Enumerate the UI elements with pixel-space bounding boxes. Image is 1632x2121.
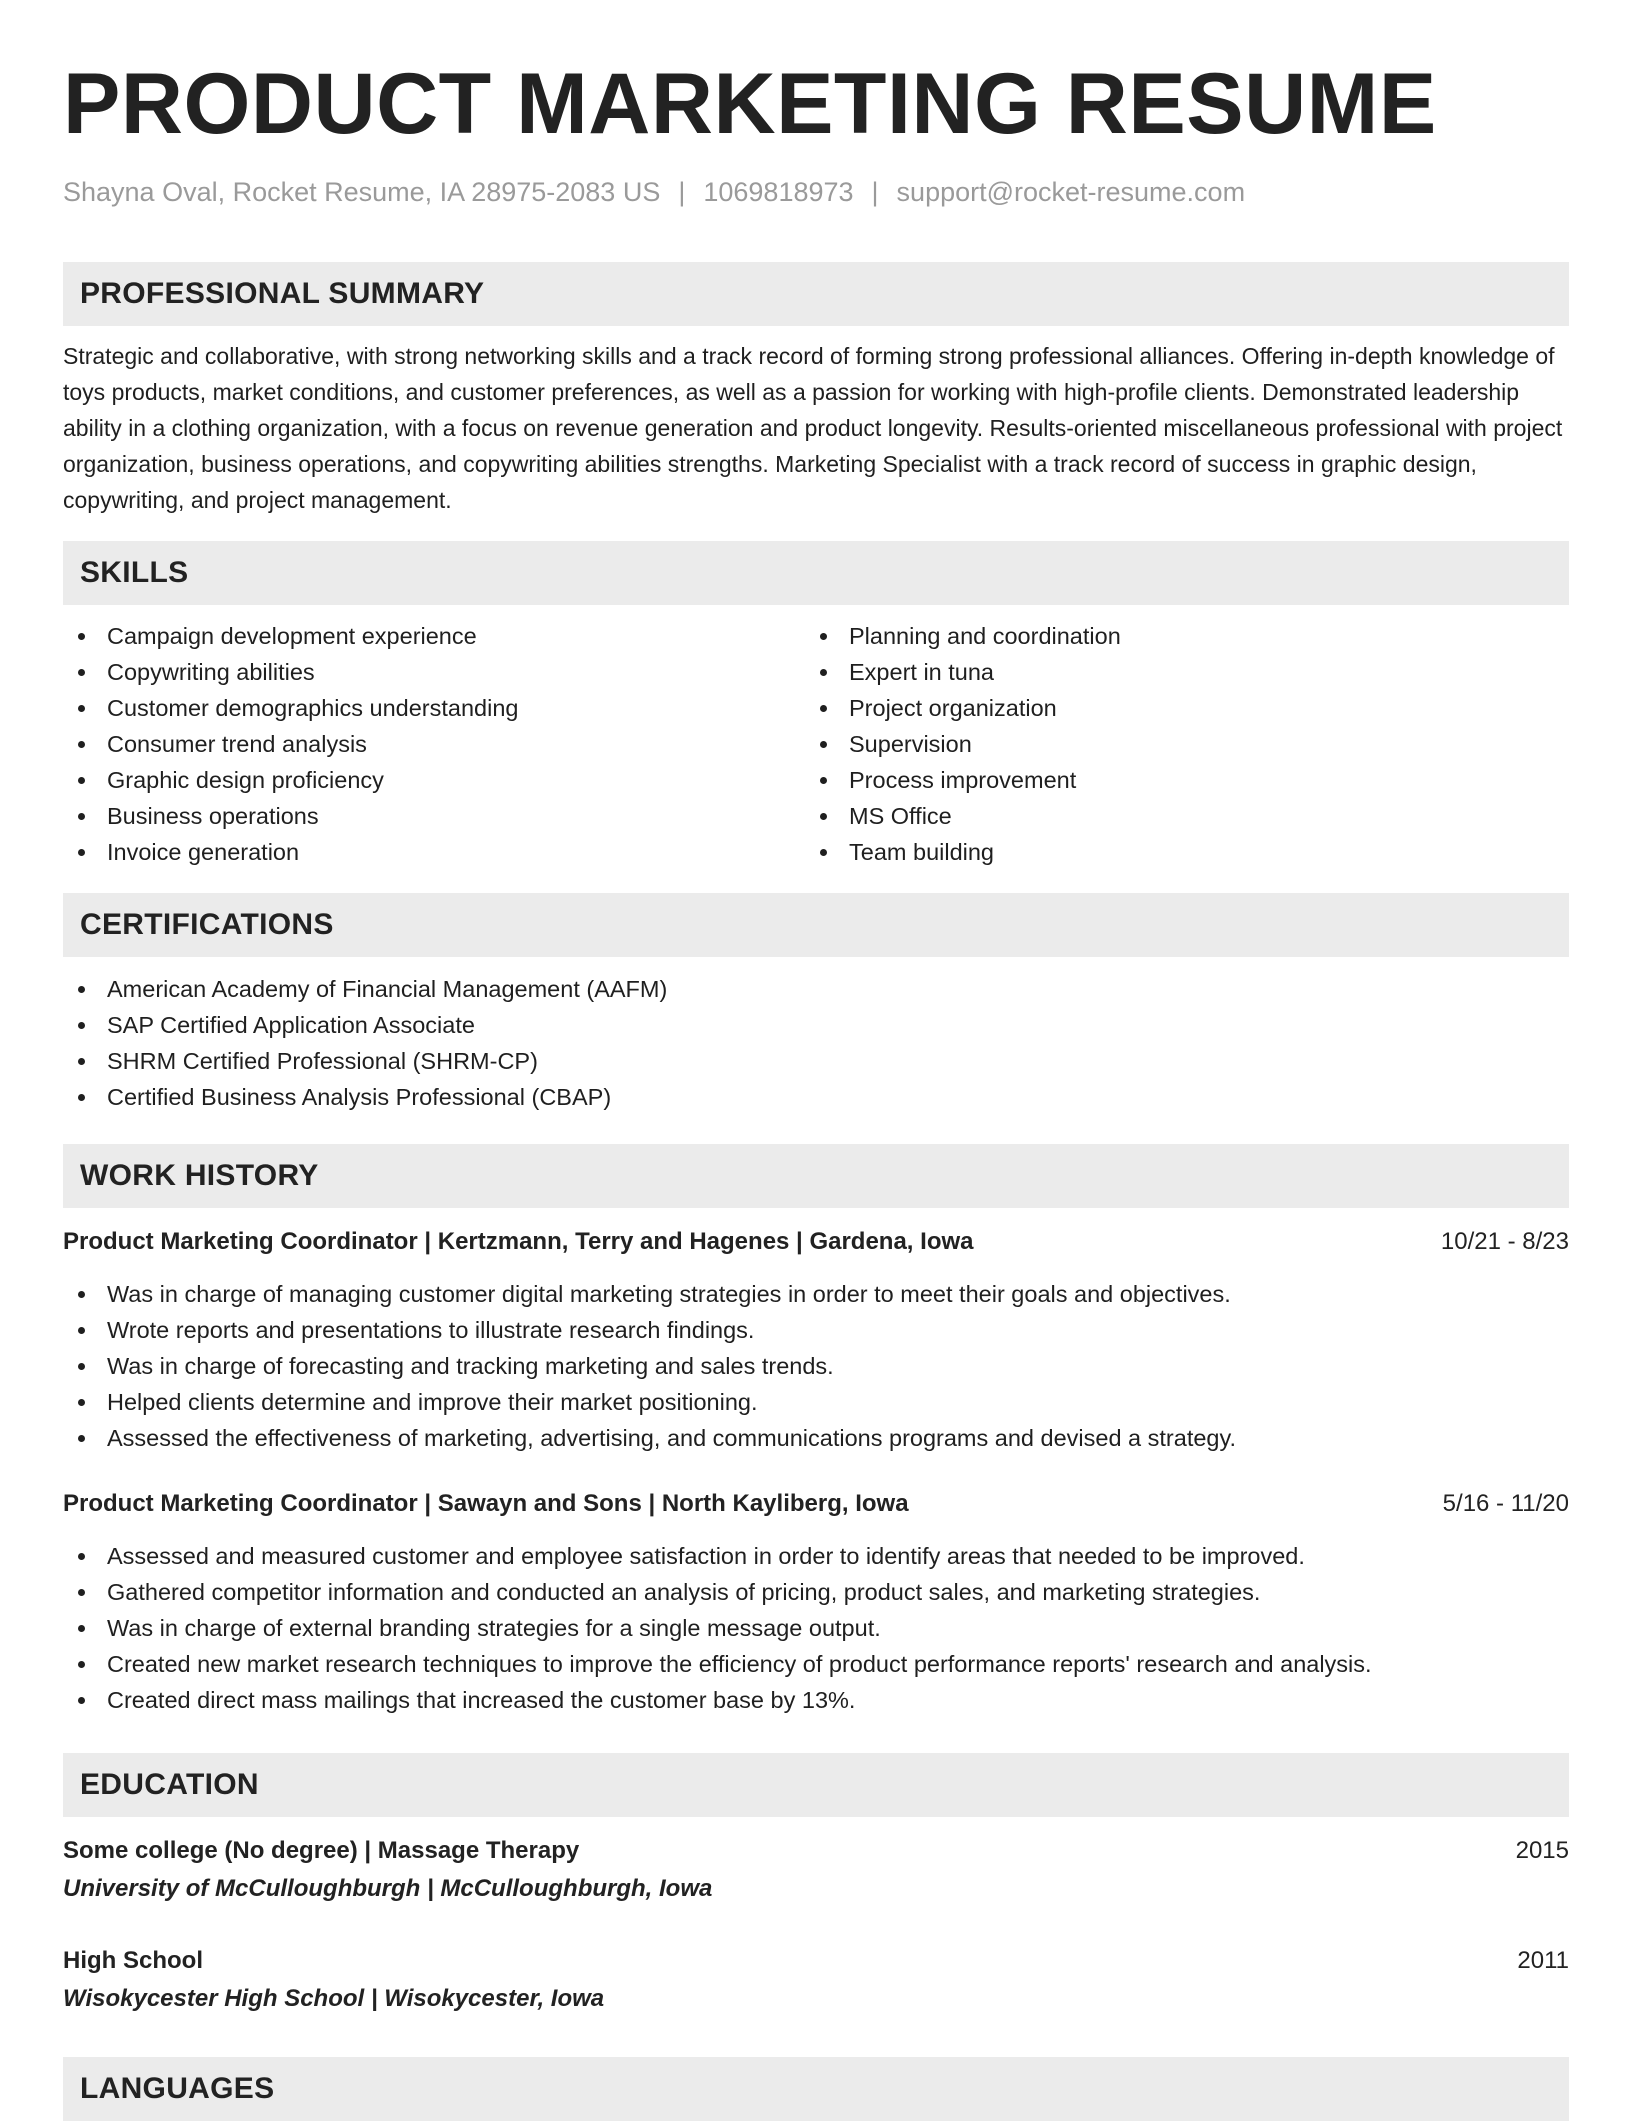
education-school: Wisokycester High School | Wisokycester, Iowa [63, 1985, 605, 2012]
job-bullet: Wrote reports and presentations to illustrate research findings. [63, 1312, 1569, 1348]
certification-item: Certified Business Analysis Professional (CBAP) [63, 1079, 1569, 1115]
job-title: Product Marketing Coordinator | Sawayn and Sons | North Kayliberg, Iowa [63, 1490, 909, 1517]
section-header-summary: PROFESSIONAL SUMMARY [63, 262, 1569, 326]
skill-item: Supervision [805, 726, 1547, 762]
skill-item: Team building [805, 834, 1547, 870]
skill-item: Consumer trend analysis [63, 726, 805, 762]
skills-column-left [63, 618, 805, 870]
skill-item: Graphic design proficiency [63, 762, 805, 798]
section-header-certifications: CERTIFICATIONS [63, 893, 1569, 957]
resume-title: PRODUCT MARKETING RESUME [63, 56, 1437, 152]
education-school: University of McCulloughburgh | McCulloughburgh, Iowa [63, 1875, 713, 1902]
job-entry [63, 1224, 1569, 1456]
skill-item: Customer demographics understanding [63, 690, 805, 726]
skills-column-right [805, 618, 1547, 870]
skills-list [63, 618, 1569, 870]
job-title: Product Marketing Coordinator | Kertzmann, Terry and Hagenes | Gardena, Iowa [63, 1228, 974, 1255]
certification-item: SHRM Certified Professional (SHRM-CP) [63, 1043, 1569, 1079]
job-dates: 10/21 - 8/23 [1440, 1228, 1569, 1255]
skill-item: Project organization [805, 690, 1547, 726]
certifications-list [63, 971, 1569, 1115]
skill-item: Invoice generation [63, 834, 805, 870]
education-year: 2011 [1517, 1947, 1569, 1974]
education-entry [63, 1833, 1569, 1907]
job-bullet: Gathered competitor information and conducted an analysis of pricing, product sales, and marketing strategies. [63, 1574, 1569, 1610]
job-dates: 5/16 - 11/20 [1442, 1490, 1569, 1517]
job-header [63, 1224, 1569, 1260]
skill-item: Copywriting abilities [63, 654, 805, 690]
education-header [63, 1943, 1569, 1979]
education-header [63, 1833, 1569, 1869]
job-bullet: Was in charge of managing customer digital marketing strategies in order to meet their goals and objectives. [63, 1276, 1569, 1312]
contact-address: Shayna Oval, Rocket Resume, IA 28975-2083 US [63, 177, 661, 207]
section-header-work-history: WORK HISTORY [63, 1144, 1569, 1208]
certification-item: SAP Certified Application Associate [63, 1007, 1569, 1043]
section-header-languages: LANGUAGES [63, 2057, 1569, 2121]
job-bullet: Assessed and measured customer and employee satisfaction in order to identify areas that needed to be improved. [63, 1538, 1569, 1574]
contact-separator: | [871, 177, 879, 207]
skill-item: Business operations [63, 798, 805, 834]
summary-text: Strategic and collaborative, with strong networking skills and a track record of forming strong professional alliances. Offering in-depth knowledge of toys products, market conditions, and customer preferences, as well as a passion for working with high-profile clients. Demonstrated leadership ability in a clothing organization, with a focus on revenue generation and product longevity. Results-oriented miscellaneous professional with project organization, business operations, and copywriting abilities strengths. Marketing Specialist with a track record of success in graphic design, copywriting, and project management. [63, 343, 1563, 513]
skill-item: MS Office [805, 798, 1547, 834]
job-bullet: Was in charge of external branding strategies for a single message output. [63, 1610, 1569, 1646]
contact-separator: | [678, 177, 686, 207]
job-bullet: Helped clients determine and improve their market positioning. [63, 1384, 1569, 1420]
job-entry [63, 1486, 1569, 1718]
job-bullet: Assessed the effectiveness of marketing, advertising, and communications programs and devised a strategy. [63, 1420, 1569, 1456]
job-bullets [63, 1538, 1569, 1718]
contact-line [63, 174, 1569, 210]
section-header-education: EDUCATION [63, 1753, 1569, 1817]
skill-item: Planning and coordination [805, 618, 1547, 654]
skill-item: Process improvement [805, 762, 1547, 798]
skill-item: Expert in tuna [805, 654, 1547, 690]
education-year: 2015 [1515, 1837, 1569, 1864]
contact-phone: 1069818973 [703, 177, 854, 207]
job-bullets [63, 1276, 1569, 1456]
certification-item: American Academy of Financial Management (AAFM) [63, 971, 1569, 1007]
skill-item: Campaign development experience [63, 618, 805, 654]
education-degree: High School [63, 1947, 203, 1974]
section-header-skills: SKILLS [63, 541, 1569, 605]
contact-email[interactable]: support@rocket-resume.com [896, 177, 1246, 207]
job-bullet: Created direct mass mailings that increased the customer base by 13%. [63, 1682, 1569, 1718]
job-header [63, 1486, 1569, 1522]
education-entry [63, 1943, 1569, 2017]
education-degree: Some college (No degree) | Massage Therapy [63, 1837, 580, 1864]
job-bullet: Was in charge of forecasting and tracking marketing and sales trends. [63, 1348, 1569, 1384]
job-bullet: Created new market research techniques to improve the efficiency of product performance reports' research and analysis. [63, 1646, 1569, 1682]
